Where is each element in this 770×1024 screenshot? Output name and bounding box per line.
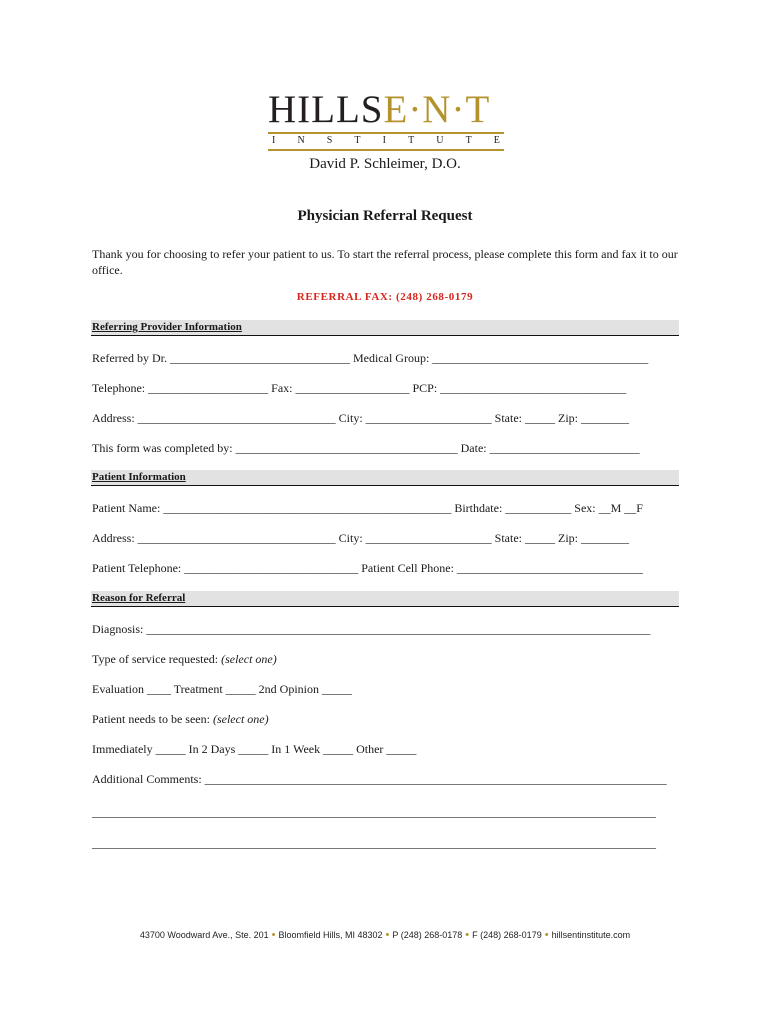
diagnosis-row[interactable]: Diagnosis: ____________________________________________________________________________________: [92, 622, 651, 636]
hills-ent-logo: [268, 90, 504, 152]
footer-website[interactable]: hillsentinstitute.com: [551, 930, 631, 940]
comments-row[interactable]: Additional Comments: _____________________________________________________________________________: [92, 772, 667, 786]
footer-phone: P (248) 268-0178: [392, 930, 463, 940]
service-type-row: [92, 652, 680, 667]
section-referring-provider: [91, 320, 679, 336]
doctor-name: David P. Schleimer, D.O.: [309, 156, 461, 172]
section-title: Reason for Referral: [92, 592, 186, 604]
logo-letter: U: [436, 135, 444, 146]
bullet-icon: •: [271, 929, 276, 941]
seen-label: Patient needs to be seen:: [92, 712, 213, 726]
bullet-icon: •: [544, 929, 549, 941]
telephone-row[interactable]: Telephone: ____________________ Fax: ___________________ PCP: _______________________________: [92, 381, 627, 395]
logo-letter: T: [354, 135, 361, 146]
logo-letter: E: [493, 135, 500, 146]
footer-fax: F (248) 268-0179: [472, 930, 542, 940]
logo-letter: T: [465, 135, 472, 146]
logo-letter: I: [272, 135, 276, 146]
logo-ent: E·N·T: [383, 88, 491, 131]
logo-institute: [268, 135, 504, 146]
patient-address-row[interactable]: Address: _________________________________ City: _____________________ State: _____ Zip: ________: [92, 531, 629, 545]
logo-wordmark: [268, 90, 490, 130]
patient-phone-row[interactable]: Patient Telephone: _____________________________ Patient Cell Phone: _______________________________: [92, 561, 643, 575]
referral-fax: REFERRAL FAX: (248) 268-0179: [296, 291, 474, 303]
service-label: Type of service requested:: [92, 652, 222, 666]
service-hint: (select one): [221, 652, 277, 666]
section-title: Referring Provider Information: [92, 321, 242, 333]
section-reason-for-referral: [91, 591, 679, 607]
section-title: Patient Information: [92, 471, 186, 483]
logo-letter: N: [297, 135, 305, 146]
seen-options-row[interactable]: Immediately _____ In 2 Days _____ In 1 Week _____ Other _____: [92, 742, 417, 756]
logo-letter: I: [382, 135, 386, 146]
logo-rule-top: [268, 132, 504, 134]
intro-text: Thank you for choosing to refer your patient to us. To start the referral process, please complete this form and fax it to our office.: [92, 247, 678, 277]
seen-timing-row: [92, 712, 680, 727]
bullet-icon: •: [385, 929, 390, 941]
referred-by-row[interactable]: Referred by Dr. ______________________________ Medical Group: ____________________________________: [92, 351, 649, 365]
form-title: Physician Referral Request: [297, 208, 473, 224]
logo-letter: S: [326, 135, 333, 146]
comments-line-1[interactable]: ______________________________________________________________________________________________: [92, 805, 656, 819]
logo-rule-bottom: [268, 149, 504, 151]
patient-name-row[interactable]: Patient Name: ________________________________________________ Birthdate: ___________ Sex: __M __F: [92, 501, 643, 515]
footer-city: Bloomfield Hills, MI 48302: [278, 930, 383, 940]
section-patient-information: [91, 470, 679, 486]
footer-address: 43700 Woodward Ave., Ste. 201: [139, 930, 269, 940]
completed-by-row[interactable]: This form was completed by: _____________________________________ Date: _________________________: [92, 441, 640, 455]
seen-hint: (select one): [212, 712, 269, 726]
logo-hills: HILLS: [268, 88, 384, 131]
footer-contact: [0, 929, 770, 941]
address-row[interactable]: Address: _________________________________ City: _____________________ State: _____ Zip: ________: [92, 411, 629, 425]
comments-line-2[interactable]: ______________________________________________________________________________________________: [92, 836, 656, 850]
logo-letter: T: [408, 135, 415, 146]
bullet-icon: •: [465, 929, 470, 941]
service-options-row[interactable]: Evaluation ____ Treatment _____ 2nd Opinion _____: [92, 682, 352, 696]
